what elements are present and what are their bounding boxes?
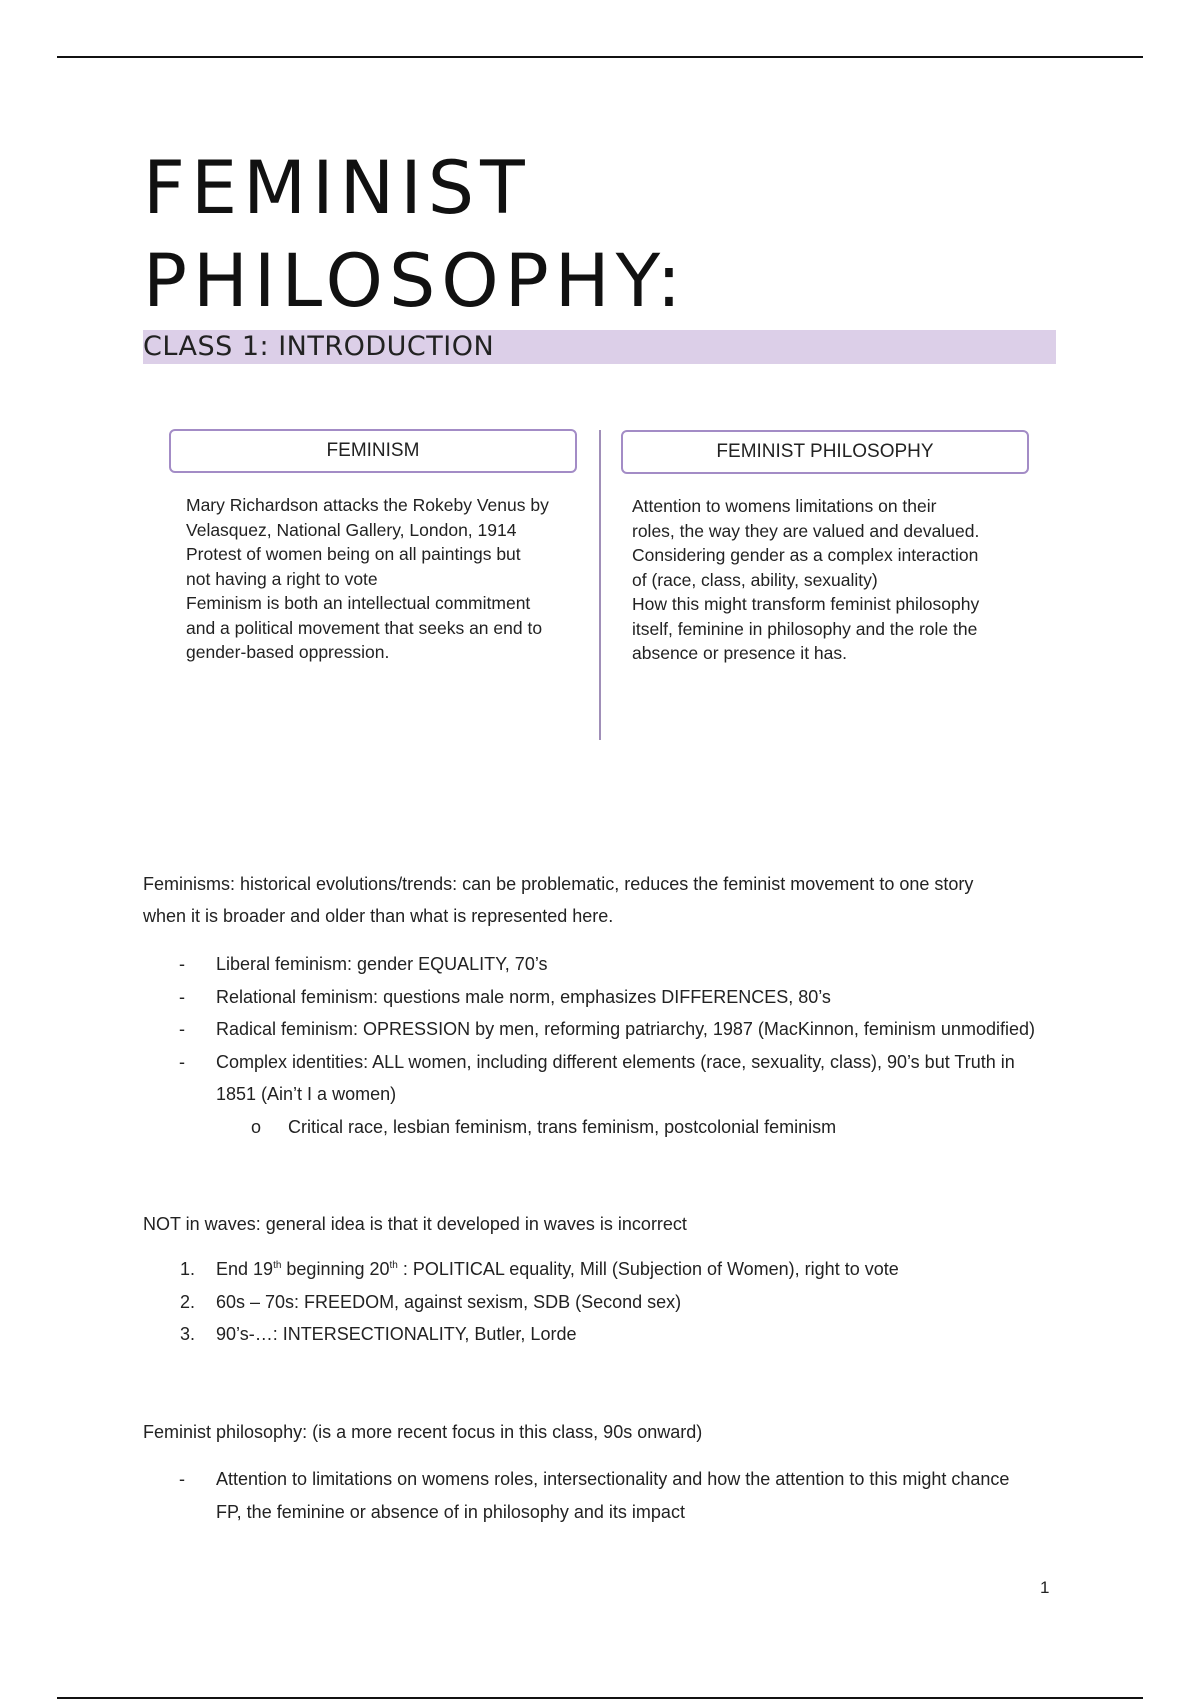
bottom-rule bbox=[57, 1697, 1143, 1699]
text-line: absence or presence it has. bbox=[632, 643, 847, 663]
class-subtitle: CLASS 1: INTRODUCTION bbox=[143, 330, 1056, 364]
sub-list-item: o Critical race, lesbian feminism, trans feminism, postcolonial feminism bbox=[216, 1111, 1063, 1144]
top-rule bbox=[57, 56, 1143, 58]
bullet-marker: - bbox=[179, 1019, 185, 1039]
text-line: How this might transform feminist philosophy bbox=[632, 594, 980, 614]
text-line: Velasquez, National Gallery, London, 1914 bbox=[186, 519, 517, 540]
list-item: - Attention to limitations on womens roles, intersectionality and how the attention to this might chance FP, the feminine or absence of in philosophy and its impact bbox=[143, 1463, 1063, 1528]
sub-bullet-marker: o bbox=[251, 1116, 262, 1137]
list-item: 2. 60s – 70s: FREEDOM, against sexism, SDB (Second sex) bbox=[143, 1286, 1063, 1319]
list-item: 3. 90’s-…: INTERSECTIONALITY, Butler, Lorde bbox=[143, 1318, 1063, 1351]
text-line: when it is broader and older than what is represented here. bbox=[143, 906, 614, 926]
fp-intro: Feminist philosophy: (is a more recent focus in this class, 90s onward) bbox=[143, 1422, 703, 1442]
text-line: roles, the way they are valued and devalued. bbox=[632, 520, 980, 541]
title-line-2: PHILOSOPHY: bbox=[143, 239, 688, 324]
bullet-marker: - bbox=[179, 1469, 185, 1489]
waves-list bbox=[143, 1253, 1063, 1351]
column-divider bbox=[599, 430, 601, 740]
text-line: not having a right to vote bbox=[186, 568, 378, 589]
list-item: - Relational feminism: questions male norm, emphasizes DIFFERENCES, 80’s bbox=[143, 981, 1063, 1014]
title-line-1: FEMINIST bbox=[143, 146, 531, 231]
text-line: itself, feminine in philosophy and the role the bbox=[632, 618, 978, 639]
waves-intro: NOT in waves: general idea is that it developed in waves is incorrect bbox=[143, 1214, 687, 1234]
number-marker: 1. bbox=[180, 1259, 196, 1279]
list-item: - Radical feminism: OPRESSION by men, reforming patriarchy, 1987 (MacKinnon, feminism unmodified) bbox=[143, 1013, 1063, 1046]
page-title bbox=[143, 142, 687, 328]
text-line: Mary Richardson attacks the Rokeby Venus by bbox=[186, 495, 549, 515]
trends-intro bbox=[143, 868, 1063, 932]
list-item: - Complex identities: ALL women, including different elements (race, sexuality, class), 90’s but Truth in 1851 (Ain’t I a women) o Critical race, lesbian feminism, trans feminism, postcolonial feminism bbox=[143, 1046, 1063, 1144]
feminism-header: FEMINISM bbox=[169, 429, 577, 473]
bullet-marker: - bbox=[179, 1051, 185, 1072]
feminist-philosophy-header: FEMINIST PHILOSOPHY bbox=[621, 430, 1029, 474]
text-line: Attention to womens limitations on their bbox=[632, 496, 937, 516]
trends-list bbox=[143, 948, 1063, 1143]
bullet-marker: - bbox=[179, 986, 185, 1007]
text-line: Feminisms: historical evolutions/trends: can be problematic, reduces the feminist movement to one story bbox=[143, 874, 974, 894]
page-number: 1 bbox=[1040, 1578, 1050, 1597]
number-marker: 3. bbox=[180, 1324, 196, 1344]
feminism-description bbox=[186, 493, 576, 665]
list-item: - Liberal feminism: gender EQUALITY, 70’s bbox=[143, 948, 1063, 981]
text-line: Protest of women being on all paintings but bbox=[186, 544, 521, 564]
number-marker: 2. bbox=[180, 1291, 196, 1312]
list-item: 1. End 19th beginning 20th : POLITICAL equality, Mill (Subjection of Women), right to vote bbox=[143, 1253, 1063, 1286]
text-line: gender-based oppression. bbox=[186, 642, 390, 662]
bullet-marker: - bbox=[179, 954, 185, 974]
text-line: Feminism is both an intellectual commitment bbox=[186, 593, 531, 613]
text-line: of (race, class, ability, sexuality) bbox=[632, 569, 878, 590]
feminist-philosophy-description bbox=[632, 494, 1022, 666]
sub-list bbox=[216, 1111, 1063, 1144]
text-line: and a political movement that seeks an end to bbox=[186, 617, 543, 638]
fp-list bbox=[143, 1463, 1063, 1528]
text-line: Considering gender as a complex interaction bbox=[632, 545, 979, 565]
